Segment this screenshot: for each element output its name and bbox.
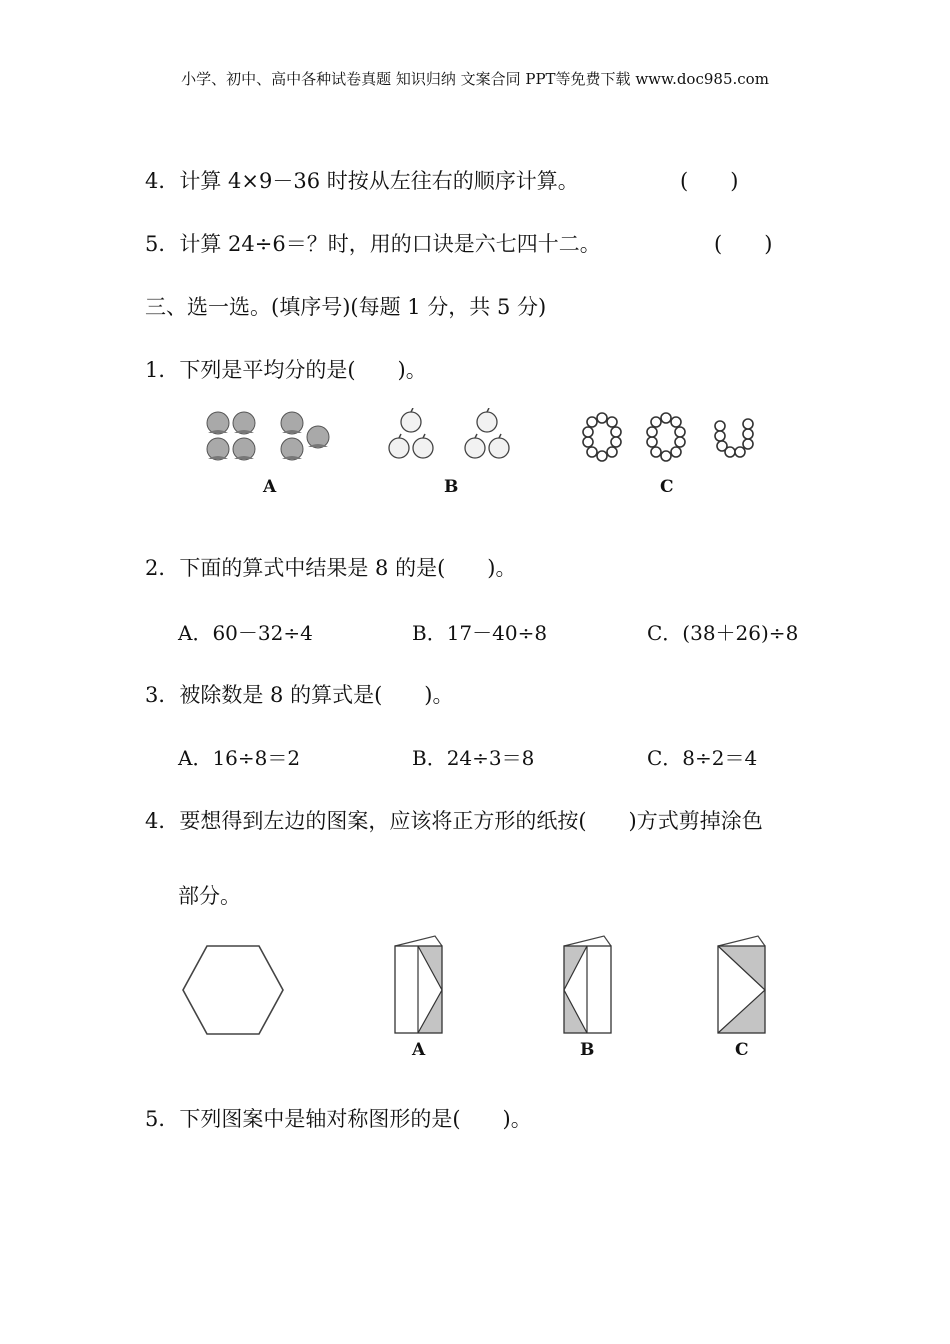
bead-icon xyxy=(583,437,593,447)
q4-label-a: A xyxy=(412,1040,426,1060)
choice-question-1: 1．下列是平均分的是( )。 xyxy=(145,358,427,382)
judge-answer-paren-5[interactable]: ( ) xyxy=(714,232,773,256)
bead-icon xyxy=(743,439,753,449)
bead-icon xyxy=(743,429,753,439)
bead-icon xyxy=(647,427,657,437)
page-header: 小学、初中、高中各种试卷真题 知识归纳 文案合同 PPT等免费下载 www.doc985.com xyxy=(181,70,769,88)
bead-icon xyxy=(675,437,685,447)
q1-label-a: A xyxy=(263,477,277,497)
bead-icon xyxy=(671,447,681,457)
bead-icon xyxy=(715,431,725,441)
hexagon-figure xyxy=(180,944,286,1036)
q3-option-b[interactable]: B．24÷3＝8 xyxy=(412,746,535,770)
folded-paper-c xyxy=(711,932,771,1036)
bead-icon xyxy=(661,451,671,461)
bead-icon xyxy=(607,417,617,427)
folded-paper-a xyxy=(388,932,448,1036)
choice-question-3: 3．被除数是 8 的算式是( )。 xyxy=(145,683,454,707)
bead-icon xyxy=(611,437,621,447)
bead-icon xyxy=(671,417,681,427)
bead-icon xyxy=(661,413,671,423)
bead-icon xyxy=(587,447,597,457)
q2-option-c[interactable]: C．(38＋26)÷8 xyxy=(647,621,799,645)
section-3-title: 三、选一选。(填序号)(每题 1 分，共 5 分) xyxy=(145,295,547,319)
q1-label-b: B xyxy=(444,477,459,497)
choice-question-4-line2: 部分。 xyxy=(178,884,241,908)
bead-icon xyxy=(715,421,725,431)
bead-icon xyxy=(725,447,735,457)
judge-answer-paren-4[interactable]: ( ) xyxy=(680,169,739,193)
q3-option-a[interactable]: A．16÷8＝2 xyxy=(178,746,301,770)
bead-icon xyxy=(647,437,657,447)
apple-icon xyxy=(489,438,509,458)
bead-icon xyxy=(651,417,661,427)
bead-icon xyxy=(675,427,685,437)
q2-option-a[interactable]: A．60－32÷4 xyxy=(178,621,313,645)
bead-icon xyxy=(587,417,597,427)
bead-icon xyxy=(651,447,661,457)
apples-figure xyxy=(383,408,523,466)
folded-paper-b xyxy=(557,932,617,1036)
q1-label-c: C xyxy=(660,477,674,497)
choice-question-4-line1: 4．要想得到左边的图案，应该将正方形的纸按( )方式剪掉涂色 xyxy=(145,809,763,833)
bead-icon xyxy=(735,447,745,457)
bead-icon xyxy=(597,413,607,423)
judge-question-4: 4．计算 4×9－36 时按从左往右的顺序计算。 xyxy=(145,169,579,193)
q3-option-c[interactable]: C．8÷2＝4 xyxy=(647,746,758,770)
beads-figure xyxy=(578,412,758,462)
bead-icon xyxy=(611,427,621,437)
peaches-figure xyxy=(200,405,340,467)
bead-icon xyxy=(743,419,753,429)
apple-icon xyxy=(413,438,433,458)
apple-icon xyxy=(389,438,409,458)
bead-icon xyxy=(583,427,593,437)
q4-label-c: C xyxy=(735,1040,749,1060)
q4-label-b: B xyxy=(580,1040,595,1060)
apple-icon xyxy=(477,412,497,432)
apple-icon xyxy=(465,438,485,458)
bead-icon xyxy=(597,451,607,461)
q2-option-b[interactable]: B．17－40÷8 xyxy=(412,621,548,645)
choice-question-5: 5．下列图案中是轴对称图形的是( )。 xyxy=(145,1107,532,1131)
bead-icon xyxy=(607,447,617,457)
judge-question-5: 5．计算 24÷6＝？时，用的口诀是六七四十二。 xyxy=(145,232,601,256)
choice-question-2: 2．下面的算式中结果是 8 的是( )。 xyxy=(145,556,517,580)
apple-icon xyxy=(401,412,421,432)
